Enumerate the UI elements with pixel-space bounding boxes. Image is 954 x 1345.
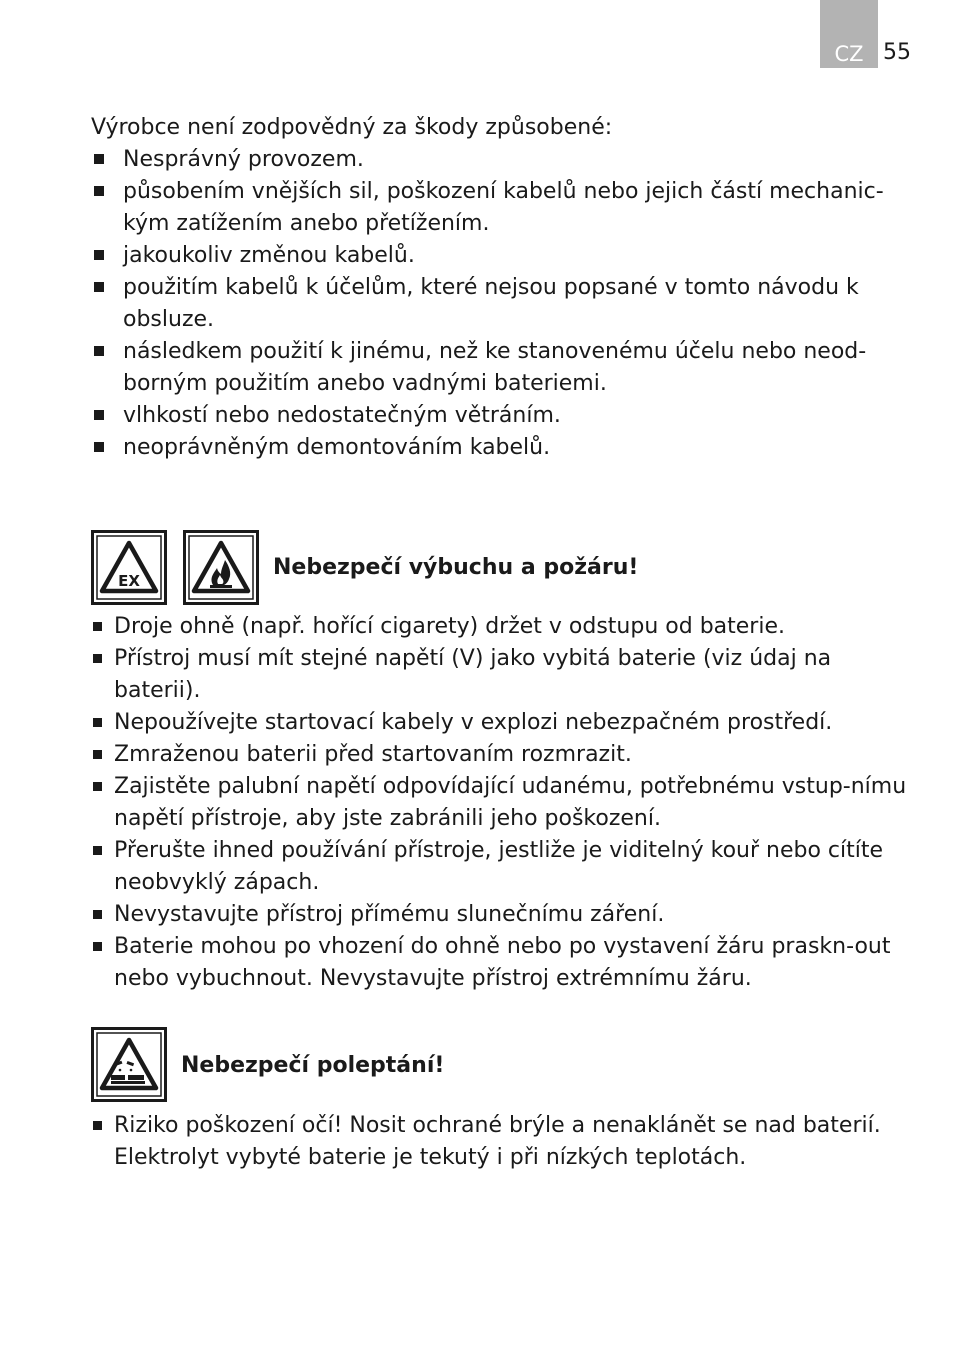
- liability-list: [91, 144, 911, 464]
- corrosion-warning-list: [91, 1110, 913, 1174]
- bullet-icon: [94, 154, 104, 164]
- bullet-icon: [93, 654, 102, 663]
- bullet-icon: [94, 186, 104, 196]
- flammable-fire-icon: [183, 530, 259, 605]
- explosion-warning-title: Nebezpečí výbuchu a požáru!: [273, 555, 639, 580]
- language-code: CZ: [834, 42, 864, 66]
- list-item: Baterie mohou po vhození do ohně nebo po vystavení žáru praskn-out nebo vybuchnout. Nevystavujte přístroj extrémnímu žáru.: [91, 931, 913, 995]
- list-item: vlhkostí nebo nedostatečným větráním.: [91, 400, 911, 432]
- bullet-icon: [93, 782, 102, 791]
- bullet-icon: [93, 942, 102, 951]
- list-item: Zajistěte palubní napětí odpovídající udanému, potřebnému vstup-nímu napětí přístroje, aby jste zabránili jeho poškození.: [91, 771, 913, 835]
- bullet-icon: [93, 622, 102, 631]
- bullet-icon: [94, 282, 104, 292]
- explosion-warning-list: [91, 611, 913, 995]
- explosion-ex-icon: [91, 530, 167, 605]
- liability-intro: Výrobce není zodpovědný za škody způsobené:: [91, 115, 613, 140]
- list-item: následkem použití k jinému, než ke stanovenému účelu nebo neod-borným použitím anebo vadnými bateriemi.: [91, 336, 911, 400]
- bullet-icon: [94, 442, 104, 452]
- bullet-icon: [93, 718, 102, 727]
- bullet-icon: [94, 410, 104, 420]
- corrosive-icon: [91, 1027, 167, 1102]
- language-tab: [820, 0, 878, 68]
- page-number: 55: [883, 40, 911, 65]
- bullet-icon: [93, 1121, 102, 1130]
- list-item: Přerušte ihned používání přístroje, jestliže je viditelný kouř nebo cítíte neobvyklý zápach.: [91, 835, 913, 899]
- bullet-icon: [93, 750, 102, 759]
- list-item: Riziko poškození očí! Nosit ochrané brýle a nenaklánět se nad baterií. Elektrolyt vybyté baterie je tekutý i při nízkých teplotách.: [91, 1110, 913, 1174]
- ex-label: EX: [118, 572, 140, 590]
- bullet-icon: [94, 346, 104, 356]
- bullet-icon: [93, 910, 102, 919]
- list-item: použitím kabelů k účelům, které nejsou popsané v tomto návodu k obsluze.: [91, 272, 911, 336]
- list-item: Zmraženou baterii před startovaním rozmrazit.: [91, 739, 913, 771]
- list-item: Přístroj musí mít stejné napětí (V) jako vybitá baterie (viz údaj na baterii).: [91, 643, 913, 707]
- bullet-icon: [93, 846, 102, 855]
- list-item: neoprávněným demontováním kabelů.: [91, 432, 911, 464]
- corrosion-warning-title: Nebezpečí poleptání!: [181, 1053, 445, 1078]
- list-item: Nesprávný provozem.: [91, 144, 911, 176]
- list-item: jakoukoliv změnou kabelů.: [91, 240, 911, 272]
- list-item: působením vnějších sil, poškození kabelů nebo jejich částí mechanic-kým zatížením anebo přetížením.: [91, 176, 911, 240]
- list-item: Nevystavujte přístroj přímému slunečnímu záření.: [91, 899, 913, 931]
- list-item: Nepoužívejte startovací kabely v explozi nebezpačném prostředí.: [91, 707, 913, 739]
- list-item: Droje ohně (např. hořící cigarety) držet v odstupu od baterie.: [91, 611, 913, 643]
- bullet-icon: [94, 250, 104, 260]
